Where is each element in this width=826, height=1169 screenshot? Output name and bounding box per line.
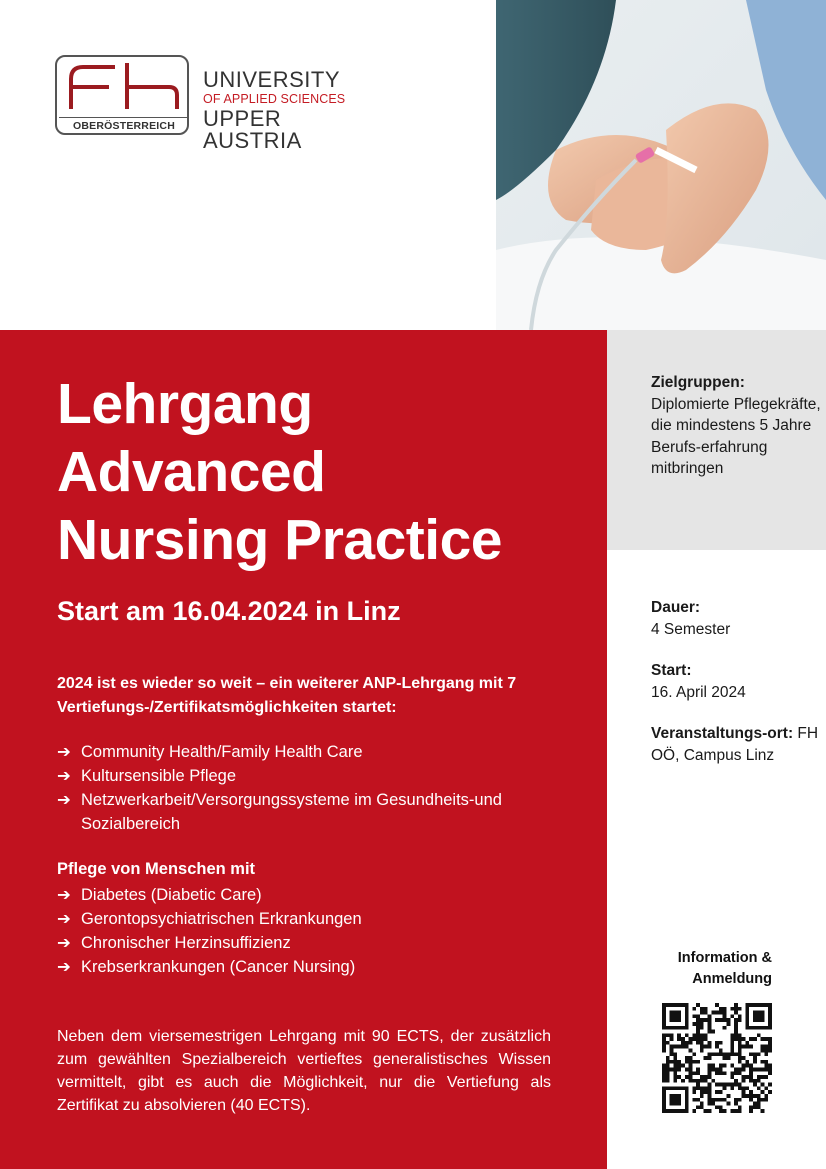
photo-illustration — [496, 0, 826, 330]
list-item — [57, 764, 577, 788]
target-group — [651, 372, 821, 480]
list-item-text: Krebserkrankungen (Cancer Nursing) — [81, 958, 356, 976]
arrow-right-icon: ➔ — [57, 910, 71, 928]
duration-value: 4 Semester — [651, 621, 731, 638]
arrow-right-icon: ➔ — [57, 767, 71, 785]
qr-code-icon[interactable] — [662, 1003, 772, 1113]
care-heading: Pflege von Menschen mit — [57, 860, 256, 878]
course-title — [57, 370, 502, 574]
course-facts — [651, 597, 821, 786]
arrow-right-icon: ➔ — [57, 886, 71, 904]
start-label: Start: — [651, 662, 692, 679]
arrow-right-icon: ➔ — [57, 934, 71, 952]
logo-upper-austria: UPPER AUSTRIA — [203, 105, 302, 153]
duration-label: Dauer: — [651, 599, 701, 616]
course-description: Neben dem viersemestrigen Lehrgang mit 90 ECTS, der zusätzlich zum gewählten Spezialbereich vertieftes generalistisches Wissen vermittelt, gibt es auch die Möglichkeit, nur die Vertiefung als Zertifikat zu absolvieren (40 ECTS). — [57, 1028, 551, 1114]
title-line-2: Advanced — [57, 440, 326, 504]
list-item — [57, 955, 577, 979]
logo-university: UNIVERSITY — [203, 67, 341, 92]
logo-subtitle: OBERÖSTERREICH — [59, 117, 189, 132]
target-group-box — [607, 330, 826, 550]
info-line-1: Information & — [677, 950, 772, 966]
registration-info — [640, 948, 772, 990]
arrow-right-icon: ➔ — [57, 743, 71, 761]
arrow-right-icon: ➔ — [57, 958, 71, 976]
list-item-text: Netzwerkarbeit/Versorgungssysteme im Gesundheits-und Sozialbereich — [81, 791, 502, 833]
list-item-text: Chronischer Herzinsuffizienz — [81, 934, 291, 952]
start-date-line: Start am 16.04.2024 in Linz — [57, 596, 401, 626]
list-item — [57, 740, 577, 764]
logo-wordmark — [203, 69, 375, 152]
start-value: 16. April 2024 — [651, 684, 746, 701]
list-item — [57, 931, 577, 955]
fh-monogram-icon — [65, 61, 183, 111]
target-group-label: Zielgruppen: — [651, 374, 745, 391]
venue-value: FH OÖ, Campus Linz — [651, 725, 819, 764]
list-item-text: Diabetes (Diabetic Care) — [81, 886, 262, 904]
course-info-panel — [0, 330, 607, 1169]
target-group-text: Diplomierte Pflegekräfte, die mindestens 5 Jahre Berufs-erfahrung mitbringen — [651, 395, 821, 477]
duration-fact — [651, 597, 821, 641]
logo-applied-sciences: OF APPLIED SCIENCES — [203, 92, 346, 106]
start-fact — [651, 660, 821, 704]
list-item-text: Gerontopsychiatrischen Erkrankungen — [81, 910, 362, 928]
info-line-2: Anmeldung — [692, 971, 772, 987]
list-item — [57, 907, 577, 931]
title-line-3: Nursing Practice — [57, 508, 502, 572]
university-logo — [55, 55, 375, 153]
title-line-1: Lehrgang — [57, 372, 313, 436]
nursing-hands-photo — [496, 0, 826, 330]
list-item — [57, 788, 577, 836]
fh-logo-badge — [55, 55, 189, 135]
care-list — [57, 883, 577, 979]
arrow-right-icon: ➔ — [57, 791, 71, 809]
venue-label: Veranstaltungs-ort: — [651, 725, 794, 742]
list-item — [57, 883, 577, 907]
list-item-text: Kultursensible Pflege — [81, 767, 237, 785]
list-item-text: Community Health/Family Health Care — [81, 743, 363, 761]
intro-text: 2024 ist es wieder so weit – ein weiterer ANP-Lehrgang mit 7 Vertiefungs-/Zertifikatsmöglichkeiten startet: — [57, 675, 517, 716]
specialization-list — [57, 740, 577, 836]
venue-fact — [651, 723, 821, 767]
